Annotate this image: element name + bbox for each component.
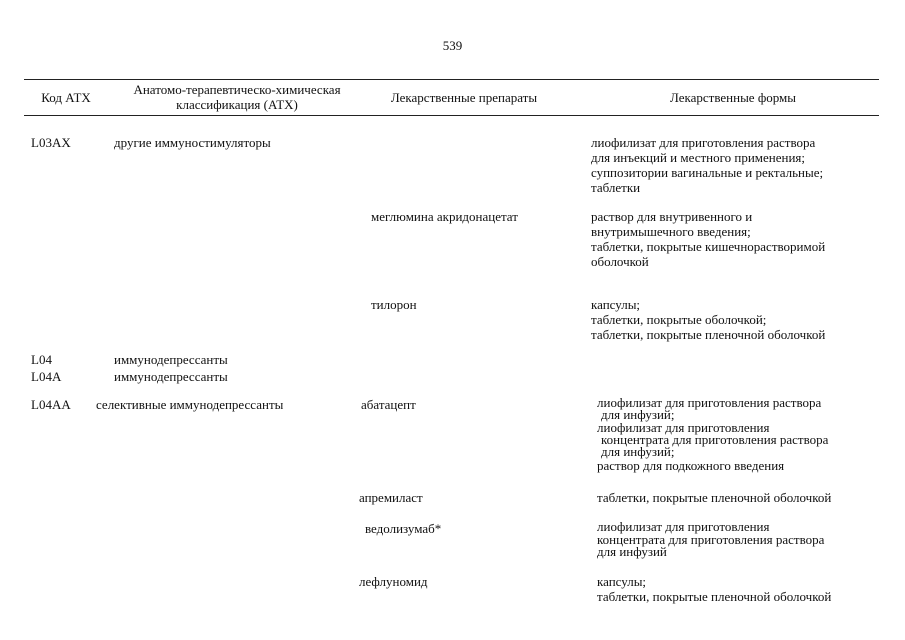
row-code: L04: [31, 352, 52, 367]
form-line: таблетки: [591, 180, 641, 195]
form-line: концентрата для приготовления раствора: [601, 431, 829, 447]
form-line: капсулы;: [597, 574, 647, 589]
row-classification: иммунодепрессанты: [114, 352, 228, 367]
row-drug: лефлуномид: [359, 574, 428, 589]
form-line: суппозитории вагинальные и ректальные;: [591, 165, 824, 180]
row-drug: ведолизумаб*: [365, 521, 442, 536]
header-drugs: Лекарственные препараты: [390, 90, 538, 105]
header-top-rule: [24, 79, 879, 80]
form-line: таблетки, покрытые пленочной оболочкой: [597, 490, 832, 505]
form-line: внутримышечного введения;: [591, 224, 751, 239]
header-atc-line2: классификация (АТХ): [176, 97, 298, 112]
row-classification: селективные иммунодепрессанты: [96, 397, 284, 412]
form-line: таблетки, покрытые пленочной оболочкой: [591, 327, 826, 342]
row-forms: [597, 521, 824, 559]
form-line: капсулы;: [591, 297, 641, 312]
form-line: таблетки, покрытые пленочной оболочкой: [597, 589, 832, 604]
row-drug: абатацепт: [361, 397, 416, 412]
row-drug: меглюмина акридонацетат: [371, 209, 518, 224]
header-forms: Лекарственные формы: [669, 90, 797, 105]
row-code: L04AA: [31, 397, 71, 412]
row-drug: апремиласт: [359, 490, 423, 505]
form-line: лиофилизат для приготовления: [597, 419, 770, 435]
row-drug: тилорон: [371, 297, 417, 312]
form-line: раствор для подкожного введения: [597, 458, 785, 474]
form-line: для инфузий;: [601, 444, 675, 460]
header-code: Код АТХ: [41, 90, 91, 105]
row-classification: другие иммуностимуляторы: [114, 135, 271, 150]
form-line: лиофилизат для приготовления: [597, 519, 770, 534]
row-forms: [591, 297, 825, 342]
form-line: раствор для внутривенного и: [591, 209, 753, 224]
row-forms: [591, 209, 825, 269]
row-code: L04A: [31, 369, 62, 384]
header-atc-line1: Анатомо-терапевтическо-химическая: [133, 82, 341, 97]
form-line: лиофилизат для приготовления раствора: [597, 395, 822, 410]
page-number: 539: [442, 38, 463, 53]
row-forms: [597, 574, 831, 604]
header-bottom-rule: [24, 115, 879, 116]
row-forms: [591, 135, 823, 195]
row-code: L03AX: [31, 135, 71, 150]
row-forms: [597, 490, 831, 505]
form-line: оболочкой: [591, 254, 649, 269]
form-line: таблетки, покрытые кишечнорастворимой: [591, 239, 826, 254]
form-line: для инфузий: [597, 544, 667, 559]
form-line: лиофилизат для приготовления раствора: [591, 135, 816, 150]
form-line: для инфузий;: [601, 407, 675, 423]
form-line: концентрата для приготовления раствора: [597, 531, 825, 547]
form-line: таблетки, покрытые оболочкой;: [591, 312, 767, 327]
form-line: для инъекций и местного применения;: [591, 150, 806, 165]
row-classification: иммунодепрессанты: [114, 369, 228, 384]
row-forms: [597, 397, 828, 473]
